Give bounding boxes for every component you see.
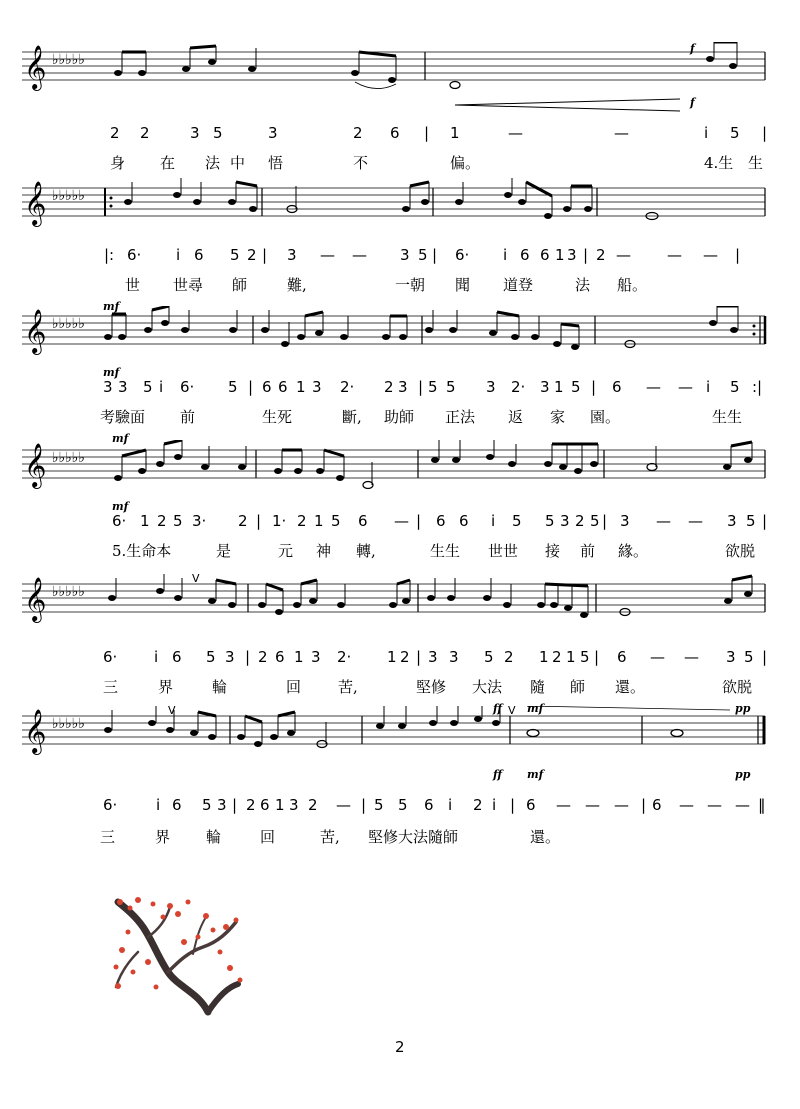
lyrics-line-5: 三 界 輪 回 苦, 堅修 大法 隨 師 還。 欲脱	[103, 678, 753, 696]
svg-text:♭♭♭♭♭: ♭♭♭♭♭	[52, 584, 86, 600]
decrescendo-hairpin	[0, 96, 800, 116]
staff-4	[0, 440, 800, 500]
page-number: 2	[395, 1038, 405, 1056]
jianpu-line-6: 6· i 6 5 3 | 2 6 1 3 2 — | 5 5 6 i 2 i | 6 — — — | 6 — — — ‖	[103, 796, 766, 814]
dynamic-mf-jianpu-3: mf	[103, 366, 120, 379]
svg-text:♭♭♭♭♭: ♭♭♭♭♭	[52, 52, 86, 68]
jianpu-line-2: |: 6· i 6 5 2 | 3 — — 3 5 | 6· i 6 6 1 3 | 2 — — — |	[104, 246, 741, 264]
dynamic-mf-jianpu-6: mf	[527, 768, 544, 781]
dynamic-f-bottom: f	[690, 96, 695, 109]
dynamic-pp-jianpu-6: pp	[735, 768, 751, 781]
svg-text:𝄞: 𝄞	[24, 709, 47, 753]
dynamic-ff-staff-6: ff	[493, 702, 503, 715]
lyrics-line-6: 三 界 輪 回 苦, 堅修大法隨師 還。	[100, 828, 561, 846]
svg-text:♭♭♭♭♭: ♭♭♭♭♭	[52, 450, 86, 466]
staff-6	[0, 706, 800, 766]
dynamic-mf-staff-4: mf	[112, 432, 129, 445]
jianpu-line-1: 2 2 3 5 3 2 6 | 1 — — i 5 |	[110, 124, 768, 142]
staff-2	[0, 178, 800, 238]
jianpu-line-3: 3 3 5 i 6· 5 | 6 6 1 3 2· 2 3 | 5 5 3 2· 3 1 5 | 6 — — i 5 :|	[103, 378, 763, 396]
jianpu-line-4: 6· 1 2 5 3· 2 | 1· 2 1 5 6 — | 6 6 i 5 5 3 2 5 | 3 — — 3 5 |	[112, 512, 768, 530]
dynamic-pp-staff-6: pp	[735, 702, 751, 715]
jianpu-line-5: 6· i 6 5 3 | 2 6 1 3 2· 1 2 | 3 3 5 2 1 2 1 5 | 6 — — 3 5 |	[103, 648, 768, 666]
svg-text:V: V	[192, 574, 200, 585]
svg-text:𝄞: 𝄞	[24, 45, 47, 89]
dynamic-mf-jianpu-4: mf	[112, 500, 129, 513]
dynamic-ff-jianpu-6: ff	[493, 768, 503, 781]
svg-text:♭♭♭♭♭: ♭♭♭♭♭	[52, 188, 86, 204]
svg-text:𝄞: 𝄞	[24, 577, 47, 621]
staff-1	[0, 42, 800, 102]
svg-text:𝄞: 𝄞	[24, 181, 47, 225]
dynamic-mf-staff-3: mf	[103, 300, 120, 313]
lyrics-line-2: 世 世尋 師 難, 一朝 聞 道登 法 船。	[125, 276, 648, 294]
svg-text:𝄞: 𝄞	[24, 309, 47, 353]
svg-text:♭♭♭♭♭: ♭♭♭♭♭	[52, 316, 86, 332]
lyrics-line-1: 身 在 法 中 悟 不 偏。 4.生 生	[110, 154, 764, 172]
lyrics-line-4: 5.生命本 是 元 神 轉, 生生 世世 接 前 緣。 欲脱	[112, 542, 756, 560]
svg-text:♭♭♭♭♭: ♭♭♭♭♭	[52, 716, 86, 732]
plum-blossom-branch-icon	[108, 892, 248, 1017]
svg-text:V: V	[508, 706, 516, 717]
staff-5	[0, 574, 800, 634]
svg-text:𝄞: 𝄞	[24, 443, 47, 487]
lyrics-line-3: 考驗面 前 生死 斷, 助師 正法 返 家 園。 生生	[100, 408, 743, 426]
svg-text:V: V	[168, 706, 176, 717]
dynamic-f-top: f	[690, 42, 695, 55]
staff-3	[0, 306, 800, 366]
dynamic-mf-staff-6: mf	[527, 702, 544, 715]
